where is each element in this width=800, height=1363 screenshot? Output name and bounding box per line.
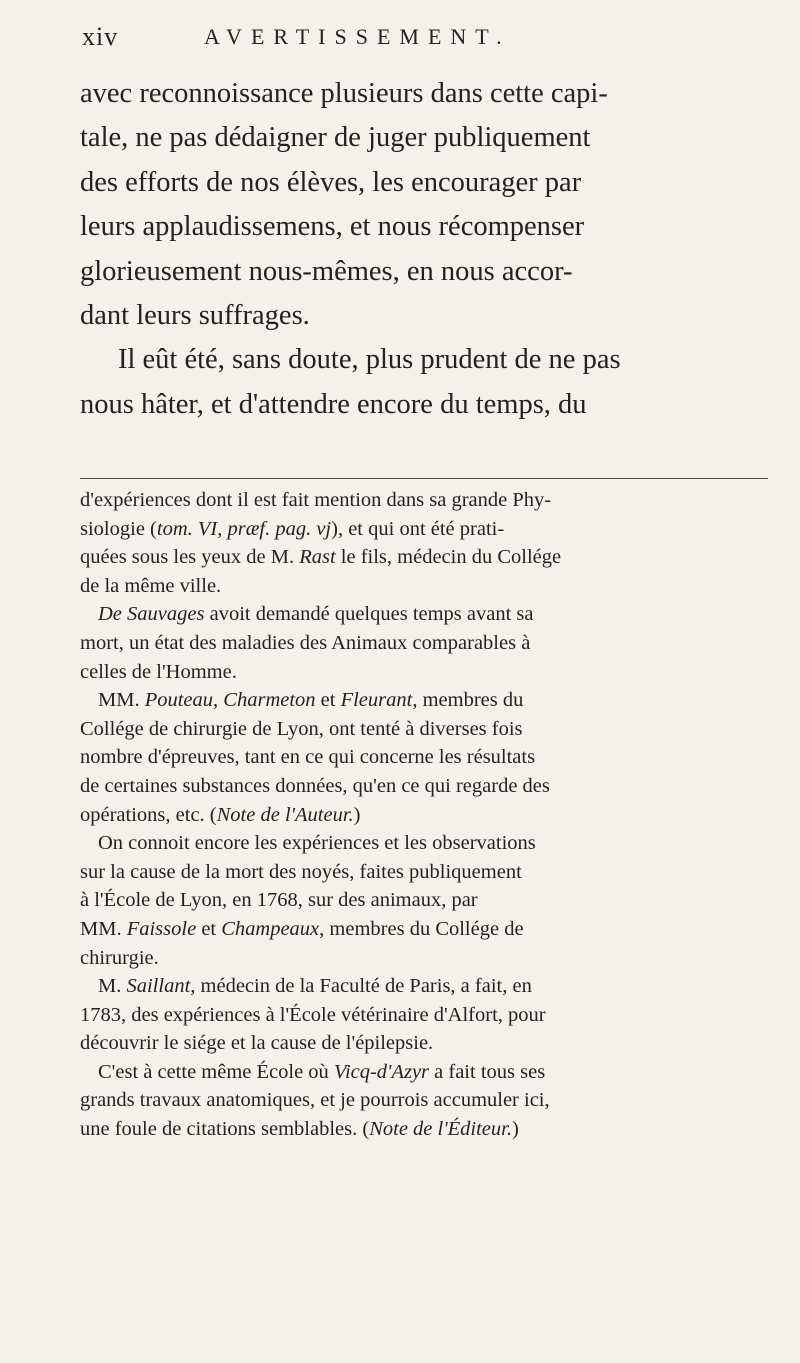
- running-head: [82, 18, 762, 58]
- note-line: chirurgie.: [80, 946, 159, 969]
- note-name: Faissole: [126, 917, 197, 940]
- note-line: découvrir le siége et la cause de l'épilepsie.: [80, 1032, 434, 1055]
- note-text: , médecin de la Faculté de Paris, a fait, en: [190, 975, 532, 998]
- note-text: et: [196, 917, 222, 940]
- footnote-rule: [80, 478, 768, 479]
- main-text: [80, 72, 770, 427]
- note-text: MM.: [98, 689, 145, 712]
- text-line: Il eût été, sans doute, plus prudent de ne pas: [118, 344, 621, 376]
- note-name: Saillant: [126, 975, 191, 998]
- note-line: de la même ville.: [80, 574, 222, 597]
- note-line: celles de l'Homme.: [80, 660, 237, 683]
- note-text: M.: [98, 975, 127, 998]
- note-line: [80, 600, 770, 629]
- text-line: tale, ne pas dédaigner de juger publiquement: [80, 122, 591, 154]
- note-line: de certaines substances données, qu'en ce qui regarde des: [80, 774, 550, 797]
- note-text: MM.: [80, 917, 127, 940]
- note-text: ): [511, 1118, 519, 1141]
- note-text: ): [353, 803, 361, 826]
- text-line: dant leurs suffrages.: [80, 299, 310, 331]
- footnotes: [80, 486, 770, 1144]
- note-attribution: Note de l'Éditeur.: [369, 1118, 512, 1141]
- note-line: [80, 686, 770, 715]
- note-text: opérations, etc. (: [80, 803, 217, 826]
- note-text: C'est à cette même École où: [98, 1060, 334, 1083]
- note-line: [80, 1058, 770, 1087]
- note-name: Rast: [299, 546, 336, 569]
- note-text: le fils, médecin du Collége: [335, 546, 562, 569]
- note-text: ), et qui ont été prati-: [331, 517, 505, 540]
- note-line: mort, un état des maladies des Animaux comparables à: [80, 631, 531, 654]
- note-line: sur la cause de la mort des noyés, faites publiquement: [80, 860, 522, 883]
- note-name: Vicq-d'Azyr: [333, 1060, 430, 1083]
- note-line: 1783, des expériences à l'École vétérinaire d'Alfort, pour: [80, 1003, 546, 1026]
- note-line: grands travaux anatomiques, et je pourrois accumuler ici,: [80, 1089, 550, 1112]
- note-line: [80, 1115, 770, 1144]
- note-line: [80, 972, 770, 1001]
- note-text: ,: [213, 689, 224, 712]
- note-line: d'expériences dont il est fait mention dans sa grande Phy-: [80, 489, 552, 511]
- note-text: avoit demandé quelques temps avant sa: [204, 603, 534, 626]
- text-line: nous hâter, et d'attendre encore du temps, du: [80, 388, 587, 420]
- note-line: [80, 543, 770, 572]
- note-name: Champeaux: [221, 917, 320, 940]
- page-number: xiv: [82, 22, 119, 51]
- note-text: siologie (: [80, 517, 157, 540]
- text-line: glorieusement nous-mêmes, en nous accor-: [80, 255, 573, 287]
- note-name: Charmeton: [223, 689, 316, 712]
- text-line: des efforts de nos élèves, les encourager par: [80, 166, 582, 198]
- note-text: , membres du: [412, 689, 524, 712]
- note-line: [80, 515, 770, 544]
- text-line: leurs applaudissemens, et nous récompenser: [80, 211, 585, 243]
- note-text: a fait tous ses: [429, 1060, 546, 1083]
- running-title: AVERTISSEMENT.: [204, 24, 511, 49]
- note-text: et: [315, 689, 341, 712]
- note-text: quées sous les yeux de M.: [80, 546, 300, 569]
- note-line: [80, 915, 770, 944]
- note-name: Pouteau: [144, 689, 214, 712]
- note-name: De Sauvages: [98, 603, 205, 626]
- text-line: avec reconnoissance plusieurs dans cette capi-: [80, 78, 608, 109]
- note-line: [80, 801, 770, 830]
- note-line: On connoit encore les expériences et les observations: [98, 832, 536, 855]
- note-text: , membres du Collége de: [319, 917, 524, 940]
- note-line: nombre d'épreuves, tant en ce qui concerne les résultats: [80, 746, 536, 769]
- note-text: une foule de citations semblables. (: [80, 1118, 370, 1141]
- note-line: à l'École de Lyon, en 1768, sur des animaux, par: [80, 889, 478, 912]
- note-citation: tom. VI, præf. pag. vj: [156, 517, 332, 540]
- note-attribution: Note de l'Auteur.: [216, 803, 354, 826]
- note-name: Fleurant: [340, 689, 413, 712]
- note-line: Collége de chirurgie de Lyon, ont tenté à diverses fois: [80, 717, 523, 740]
